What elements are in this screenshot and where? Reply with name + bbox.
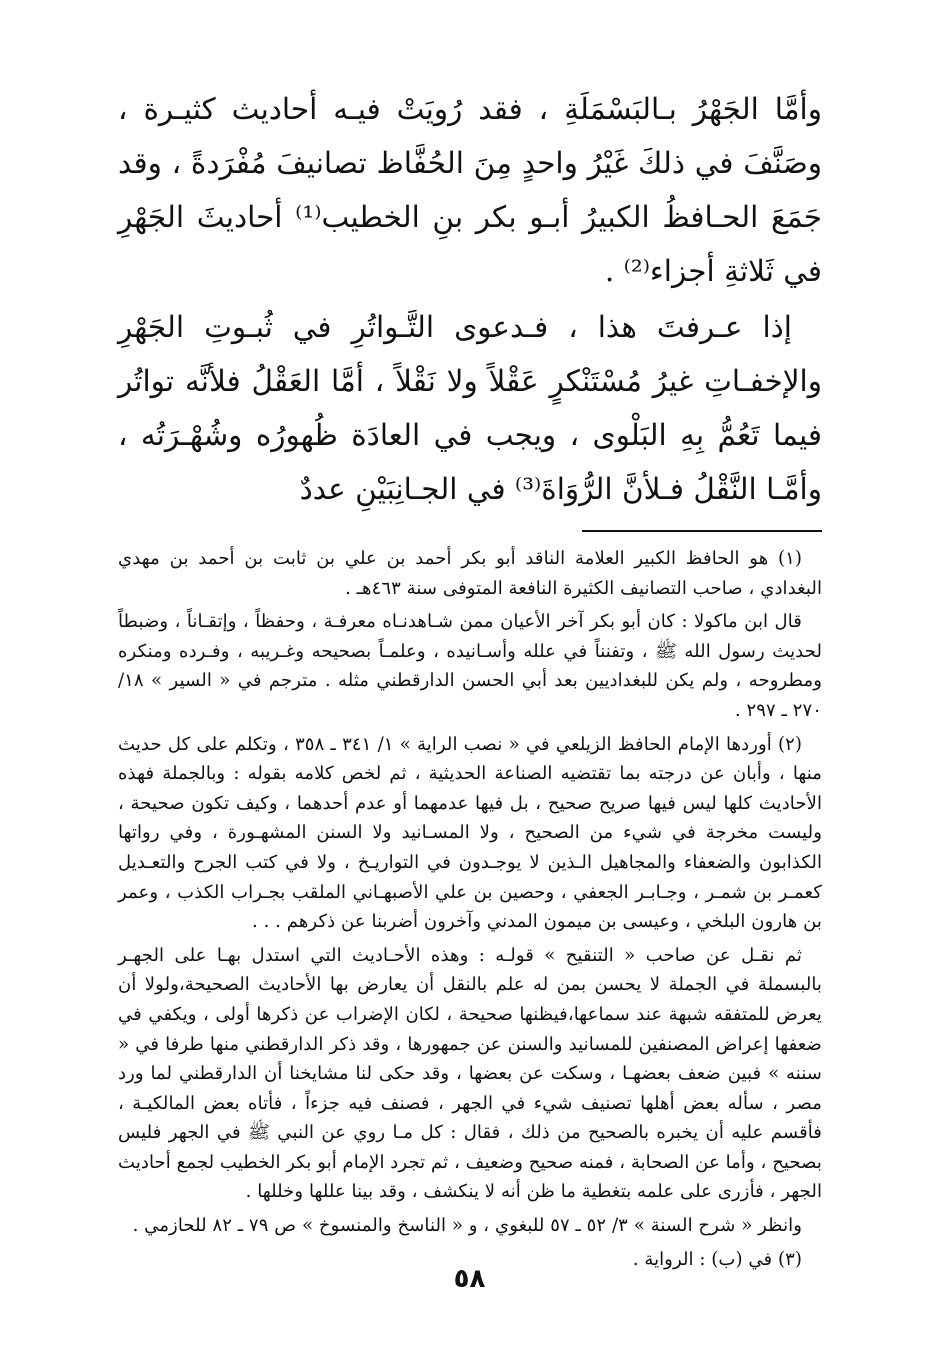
main-paragraph-1: وأمَّا الجَهْرُ بـالبَسْمَلَةِ ، فقد رُويَتْ فيـه أحاديث كثيـرة ، وصَنَّفَ في ذلكَ غَيْرُ واحدٍ مِنَ الحُفَّاظ تصانيفَ مُفْرَدةً ، وقد جَمَعَ الحـافظُ الكبيرُ أبـو بكر بنِ الخطيب⁽¹⁾ أحاديثَ الجَهْرِ في ثَلاثةِ أجزاء⁽²⁾ . [118, 92, 822, 288]
footnote-1-continued: قال ابن ماكولا : كان أبو بكر آخر الأعيان ممن شـاهدنـاه معرفـة ، وحفظاً ، وإتقـاناً ، وضبطاً لحديث رسول الله ﷺ ، وتفنناً في علله وأسـانيده ، وعلمـاً بصحيحه وغـريبه ، وفـرده ومنكره ومطروحه ، ولم يكن للبغداديين بعد أبي الحسن الدارقطني مثله . مترجم في « السير » ١٨/ ٢٧٠ ـ ٢٩٧ . [118, 611, 822, 721]
page-number: ٥٨ [453, 1264, 486, 1294]
main-text [118, 82, 822, 516]
footnote-2-continued: ثم نقـل عن صاحب « التنقيح » قولـه : وهذه الأحـاديث التي استدل بهـا على الجهـر بالبسملة في الجملة لا يحسن بمن له علم بالنقل أن يعارض بها الأحاديث الصحيحة،ولولا أن يعرض للمتفقه شبهة عند سماعها،فيظنها صحيحة ، لكان الإضراب عن ذكرها أولى ، ويكفي في ضعفها إعراض المصنفين للمسانيد والسنن عن جمهورها ، وقد ذكر الدارقطني منها طرفا في « سننه » فبين ضعف بعضهـا ، وسكت عن بعضها ، وقد حكى لنا مشايخنا أن الدارقطني لما ورد مصر ، سأله بعض أهلها تصنيف شيء في الجهر ، فصنف فيه جزءاً ، فأتاه بعض المالكيـة ، فأقسم عليه أن يخبره بالصحيح من ذلك ، فقال : كل مـا روي عن النبي ﷺ في الجهر فليس بصحيح ، وأما عن الصحابة ، فمنه صحيح وضعيف ، ثم تجرد الإمام أبو بكر الخطيب لجمع أحاديث الجهر ، فأزرى على علمه بتغطية ما ظن أنه لا ينكشف ، وقد بينا عللها وخللها . [118, 944, 822, 1203]
footnote-2: (٢) أوردها الإمام الحافظ الزيلعي في « نصب الراية » ١/ ٣٤١ ـ ٣٥٨ ، وتكلم على كل حديث منها ، وأبان عن درجته بما تقتضيه الصناعة الحديثية ، ثم لخص كلامه بقوله : وبالجملة فهذه الأحاديث كلها ليس فيها صريح صحيح ، بل فيها عدمهما أو عدم أحدهما ، وكيف تكون صحيحة ، وليست مخرجة في شيء من الصحيح ، ولا المسـانيد ولا السنن المشهـورة ، وفي رواتها الكذابون والضعفاء والمجاهيل الـذين لا يوجـدون في التواريـخ ، ولا في كتب الجرح والتعـديل كعمـر بن شمـر ، وجـابـر الجعفي ، وحصين بن علي الأصبهـاني الملقب بجـراب الكذب ، وعمر بن هارون البلخي ، وعيسى بن ميمون المدني وآخرون أضربنا عن ذكرهم . . . [118, 733, 822, 933]
footnote-2-reference: وانظر « شرح السنة » ٣/ ٥٢ ـ ٥٧ للبغوي ، و « الناسخ والمنسوخ » ص ٧٩ ـ ٨٢ للحازمي . [132, 1215, 802, 1237]
footnote-separator [582, 530, 822, 532]
footnote-1: (١) هو الحافظ الكبير العلامة الناقد أبو بكر أحمد بن علي بن ثابت بن أحمد بن مهدي البغدادي ، صاحب التصانيف الكثيرة النافعة المتوفى سنة ٤٦٣هـ . [118, 548, 822, 599]
main-paragraph-2: إذا عـرفتَ هذا ، فـدعوى التَّـواتُرِ في ثُبـوتِ الجَهْرِ والإخفـاتِ غيرُ مُسْتَنْكرٍ عَقْلاً ولا نَقْلاً ، أمَّا العَقْلُ فلأنَّه تواتُر فيما تَعُمُّ بِهِ البَلْوى ، ويجب في العادَة ظُهورُه وشُهْـرَتُه ، وأمَّـا النَّقْلُ فـلأنَّ الرُّوَاةَ⁽³⁾ في الجـانِبَيْنِ عددٌ [118, 310, 822, 506]
footnote-3: (٣) في (ب) : الرواية . [632, 1248, 802, 1270]
page-content [118, 82, 822, 1274]
footnotes [118, 544, 822, 1274]
